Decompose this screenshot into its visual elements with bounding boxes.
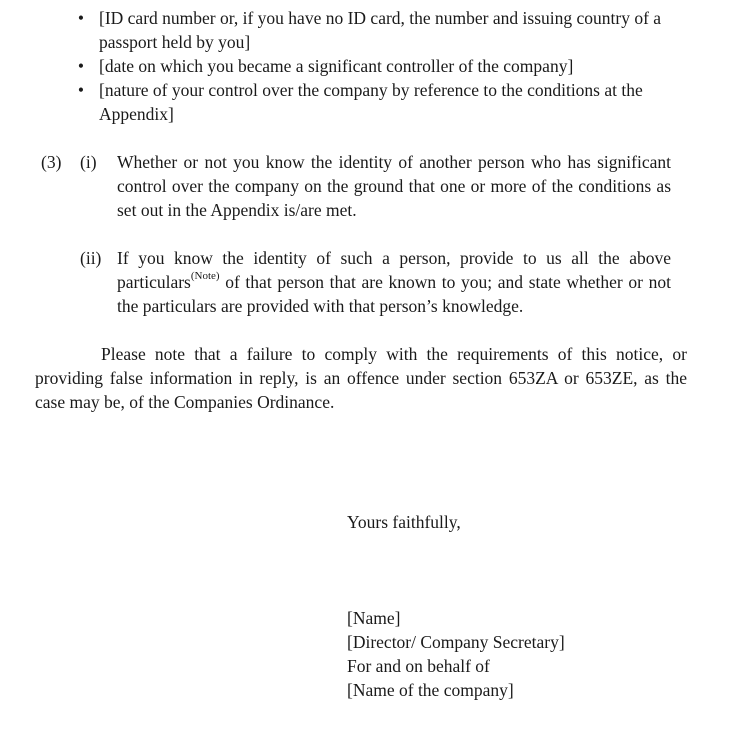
item-label-i: (i) — [80, 152, 97, 172]
bullet-item-nature-of-control — [0, 78, 735, 126]
signature-block — [347, 606, 565, 702]
bullet-text: [nature of your control over the company by reference to the conditions at the Appendix] — [99, 80, 643, 124]
note-reference: (Note) — [190, 270, 220, 283]
item-ii-text — [117, 246, 671, 318]
item-label-ii: (ii) — [80, 248, 102, 268]
item-ii-text-after: of that person that are known to you; and state whether or not the particulars are provided with that person’s knowledge. — [117, 272, 671, 316]
item-i-text: Whether or not you know the identity of another person who has significant control over the company on the ground that one or more of the conditions as set out in the Appendix is/are met. — [117, 152, 671, 220]
bullet-text: [ID card number or, if you have no ID card, the number and issuing country of a passport held by you] — [99, 8, 662, 52]
company-name: [Name of the company] — [347, 680, 514, 700]
offence-notice-paragraph: Please note that a failure to comply with the requirements of this notice, or providing false information in reply, is an offence under section 653ZA or 653ZE, as the case may be, of the Companies Ordinance. — [35, 344, 687, 412]
bullet-text: [date on which you became a significant controller of the company] — [99, 56, 574, 76]
bullet-icon: • — [77, 80, 85, 100]
bullet-item-date — [0, 54, 735, 78]
closing-salutation: Yours faithfully, — [347, 512, 461, 532]
bullet-icon: • — [77, 56, 85, 76]
signatory-role: [Director/ Company Secretary] — [347, 632, 565, 652]
section-number: (3) — [41, 152, 62, 172]
on-behalf-of: For and on behalf of — [347, 656, 490, 676]
signatory-name: [Name] — [347, 608, 401, 628]
bullet-item-id-card — [0, 6, 735, 54]
particulars-bullet-list — [0, 6, 735, 126]
item-ii-text-before: If you know the identity of such a person, provide to us all the above particulars — [117, 248, 671, 292]
bullet-icon: • — [77, 8, 85, 28]
